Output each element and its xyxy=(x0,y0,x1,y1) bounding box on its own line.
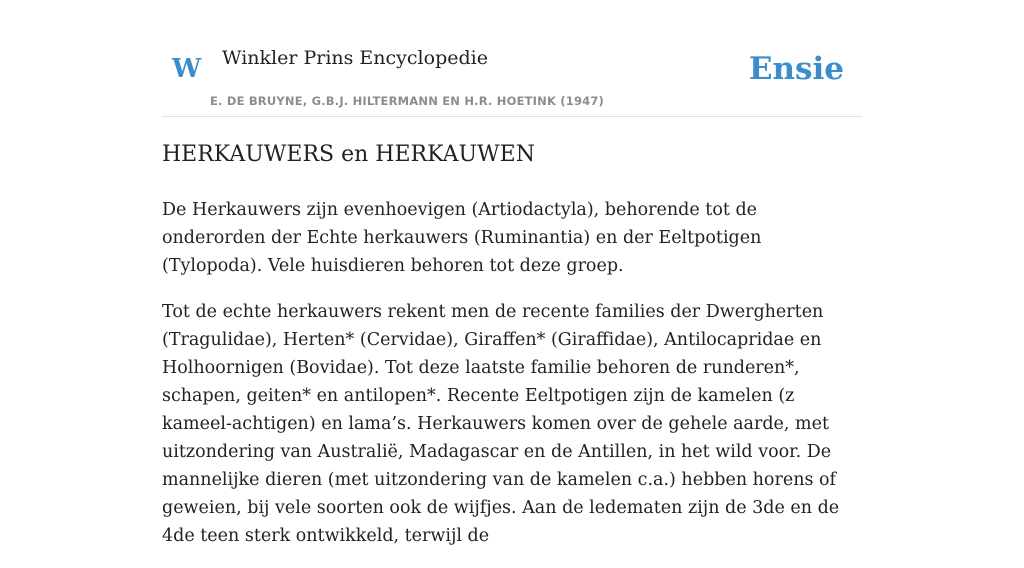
wp-logo[interactable]: W xyxy=(172,54,202,84)
article-paragraph: De Herkauwers zijn evenhoevigen (Artiodactyla), behorende tot de onderorden der Echte herkauwers (Ruminantia) en der Eeltpotigen (Tylopoda). Vele huisdieren behoren tot deze groep. xyxy=(162,200,762,276)
authors-line: E. DE BRUYNE, G.B.J. HILTERMANN EN H.R. HOETINK (1947) xyxy=(210,94,605,108)
site-header xyxy=(162,38,862,117)
ensie-logo[interactable]: Ensie xyxy=(748,51,844,87)
article-title: HERKAUWERS en HERKAUWEN xyxy=(162,142,535,167)
article xyxy=(162,138,862,568)
site-title[interactable]: Winkler Prins Encyclopedie xyxy=(222,47,488,69)
article-paragraph: Tot de echte herkauwers rekent men de recente families der Dwergherten (Tragulidae), Herten* (Cervidae), Giraffen* (Giraffidae), Antilocapridae en Holhoornigen (Bovidae). Tot deze laatste familie behoren de runderen*, schapen, geiten* en antilopen*. Recente Eeltpotigen zijn de kamelen (z kameel-achtigen) en lama’s. Herkauwers komen over de gehele aarde, met uitzondering van Australië, Madagascar en de Antillen, in het wild voor. De mannelijke dieren (met uitzondering van de kamelen c.a.) hebben horens of geweien, bij vele soorten ook de wijfjes. Aan de ledematen zijn de 3de en de 4de teen sterk ontwikkeld, terwijl de xyxy=(162,302,840,546)
